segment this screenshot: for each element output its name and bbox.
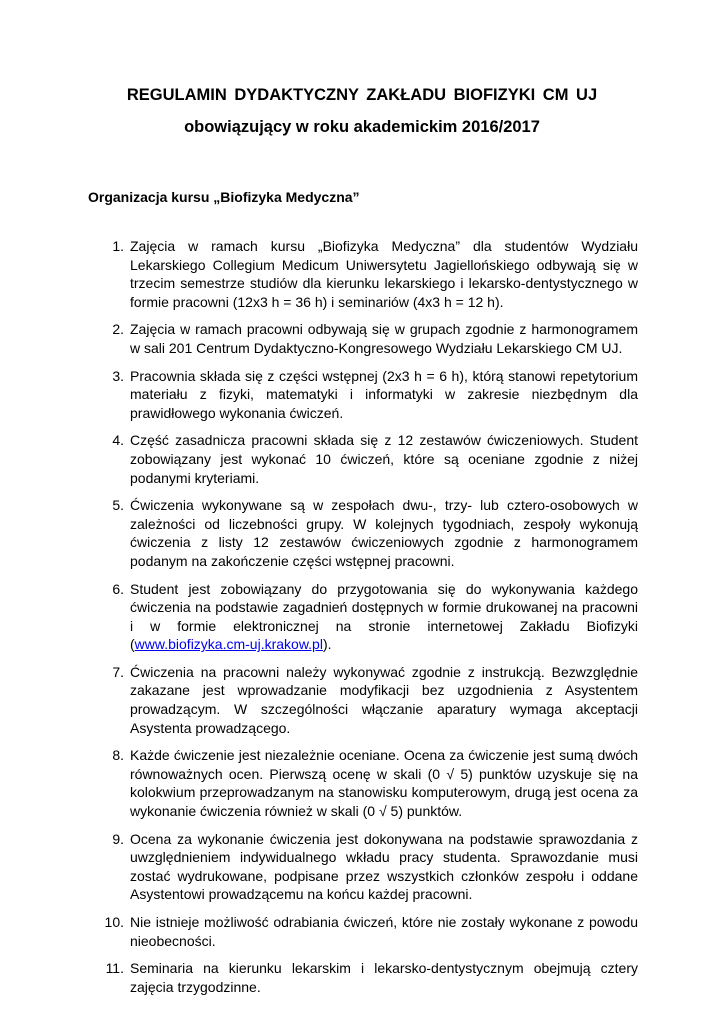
item-number: 2.	[112, 321, 124, 338]
list-item	[0, 367, 724, 423]
document-title: REGULAMIN DYDAKTYCZNY ZAKŁADU BIOFIZYKI CM UJ	[126, 86, 598, 104]
item-text: Zajęcia w ramach pracowni odbywają się w grupach zgodnie z harmonogramem w sali 201 Centrum Dydaktyczno-Kongresowego Wydziału Lekarskiego CM UJ.	[130, 321, 638, 356]
regulation-list	[0, 237, 724, 996]
list-item	[0, 959, 724, 996]
list-item	[0, 746, 724, 820]
list-item	[0, 663, 724, 737]
item-number: 5.	[112, 497, 124, 514]
item-text-part: ).	[322, 636, 332, 653]
item-text: Każde ćwiczenie jest niezależnie oceniane. Ocena za ćwiczenie jest sumą dwóch równoważnych ocen. Pierwszą ocenę w skali (0 √ 5) punktów uzyskuje się na kolokwium przeprowadzanym na stanowisku komputerowym, drugą jest ocena za wykonanie ćwiczenia również w skali (0 √ 5) punktów.	[130, 747, 638, 820]
item-text: Seminaria na kierunku lekarskim i lekarsko-dentystycznym obejmują cztery zajęcia trzygodzinne.	[130, 960, 638, 995]
item-number: 3.	[112, 367, 124, 384]
item-number: 4.	[112, 432, 124, 449]
item-number: 1.	[112, 238, 124, 254]
department-website-link[interactable]: www.biofizyka.cm-uj.krakow.pl	[134, 636, 323, 653]
item-text: Część zasadnicza pracowni składa się z 12 zestawów ćwiczeniowych. Student zobowiązany jest wykonać 10 ćwiczeń, które są oceniane zgodnie z niżej podanymi kryteriami.	[130, 432, 638, 486]
document-subtitle: obowiązujący w roku akademickim 2016/2017	[184, 118, 540, 136]
item-number: 9.	[112, 830, 124, 847]
item-number: 8.	[112, 747, 124, 764]
item-number: 11.	[105, 960, 124, 977]
item-text: Zajęcia w ramach kursu „Biofizyka Medyczna” dla studentów Wydziału Lekarskiego Collegium Medicum Uniwersytetu Jagiellońskiego odbywają się w trzecim semestrze studiów dla kierunku lekarskiego i lekarsko-dentystycznego w formie pracowni (12x3 h = 36 h) i seminariów (4x3 h = 12 h).	[130, 238, 638, 310]
item-number: 7.	[112, 663, 124, 680]
list-item	[0, 580, 724, 654]
item-number: 6.	[112, 580, 124, 597]
item-text: Nie istnieje możliwość odrabiania ćwiczeń, które nie zostały wykonane z powodu nieobecności.	[130, 914, 638, 949]
item-text: Pracownia składa się z części wstępnej (2x3 h = 6 h), którą stanowi repetytorium materiału z fizyki, matematyki i informatyki w zakresie niezbędnym dla prawidłowego wykonania ćwiczeń.	[130, 367, 638, 421]
item-number: 10.	[104, 914, 124, 930]
item-text: Ocena za wykonanie ćwiczenia jest dokonywana na podstawie sprawozdania z uwzględnieniem indywidualnego wkładu pracy studenta. Sprawozdanie musi zostać wydrukowane, podpisane przez wszystkich członków zespołu i oddane Asystentowi prowadzącemu na końcu każdej pracowni.	[130, 830, 638, 903]
item-text	[130, 580, 638, 654]
list-item	[0, 830, 724, 904]
item-text: Ćwiczenia na pracowni należy wykonywać zgodnie z instrukcją. Bezwzględnie zakazane jest wprowadzanie modyfikacji bez uzgodnienia z Asystentem prowadzącym. W szczególności włączanie aparatury wymaga akceptacji Asystenta prowadzącego.	[130, 663, 638, 736]
section-heading: Organizacja kursu „Biofizyka Medyczna”	[88, 189, 360, 205]
list-item	[0, 496, 724, 570]
list-item	[0, 431, 724, 487]
list-item	[0, 320, 724, 357]
item-text-part: Student jest zobowiązany do przygotowania się do wykonywania każdego ćwiczenia na podstawie zagadnień dostępnych w formie drukowanej na pracowni i w formie elektronicznej na stronie internetowej Zakładu Biofizyki (	[130, 580, 638, 653]
item-text: Ćwiczenia wykonywane są w zespołach dwu-, trzy- lub cztero-osobowych w zależności od liczebności grupy. W kolejnych tygodniach, zespoły wykonują ćwiczenia z listy 12 zestawów ćwiczeniowych zgodnie z harmonogramem podanym na zakończenie części wstępnej pracowni.	[130, 497, 638, 569]
list-item	[0, 913, 724, 950]
list-item	[0, 237, 724, 311]
